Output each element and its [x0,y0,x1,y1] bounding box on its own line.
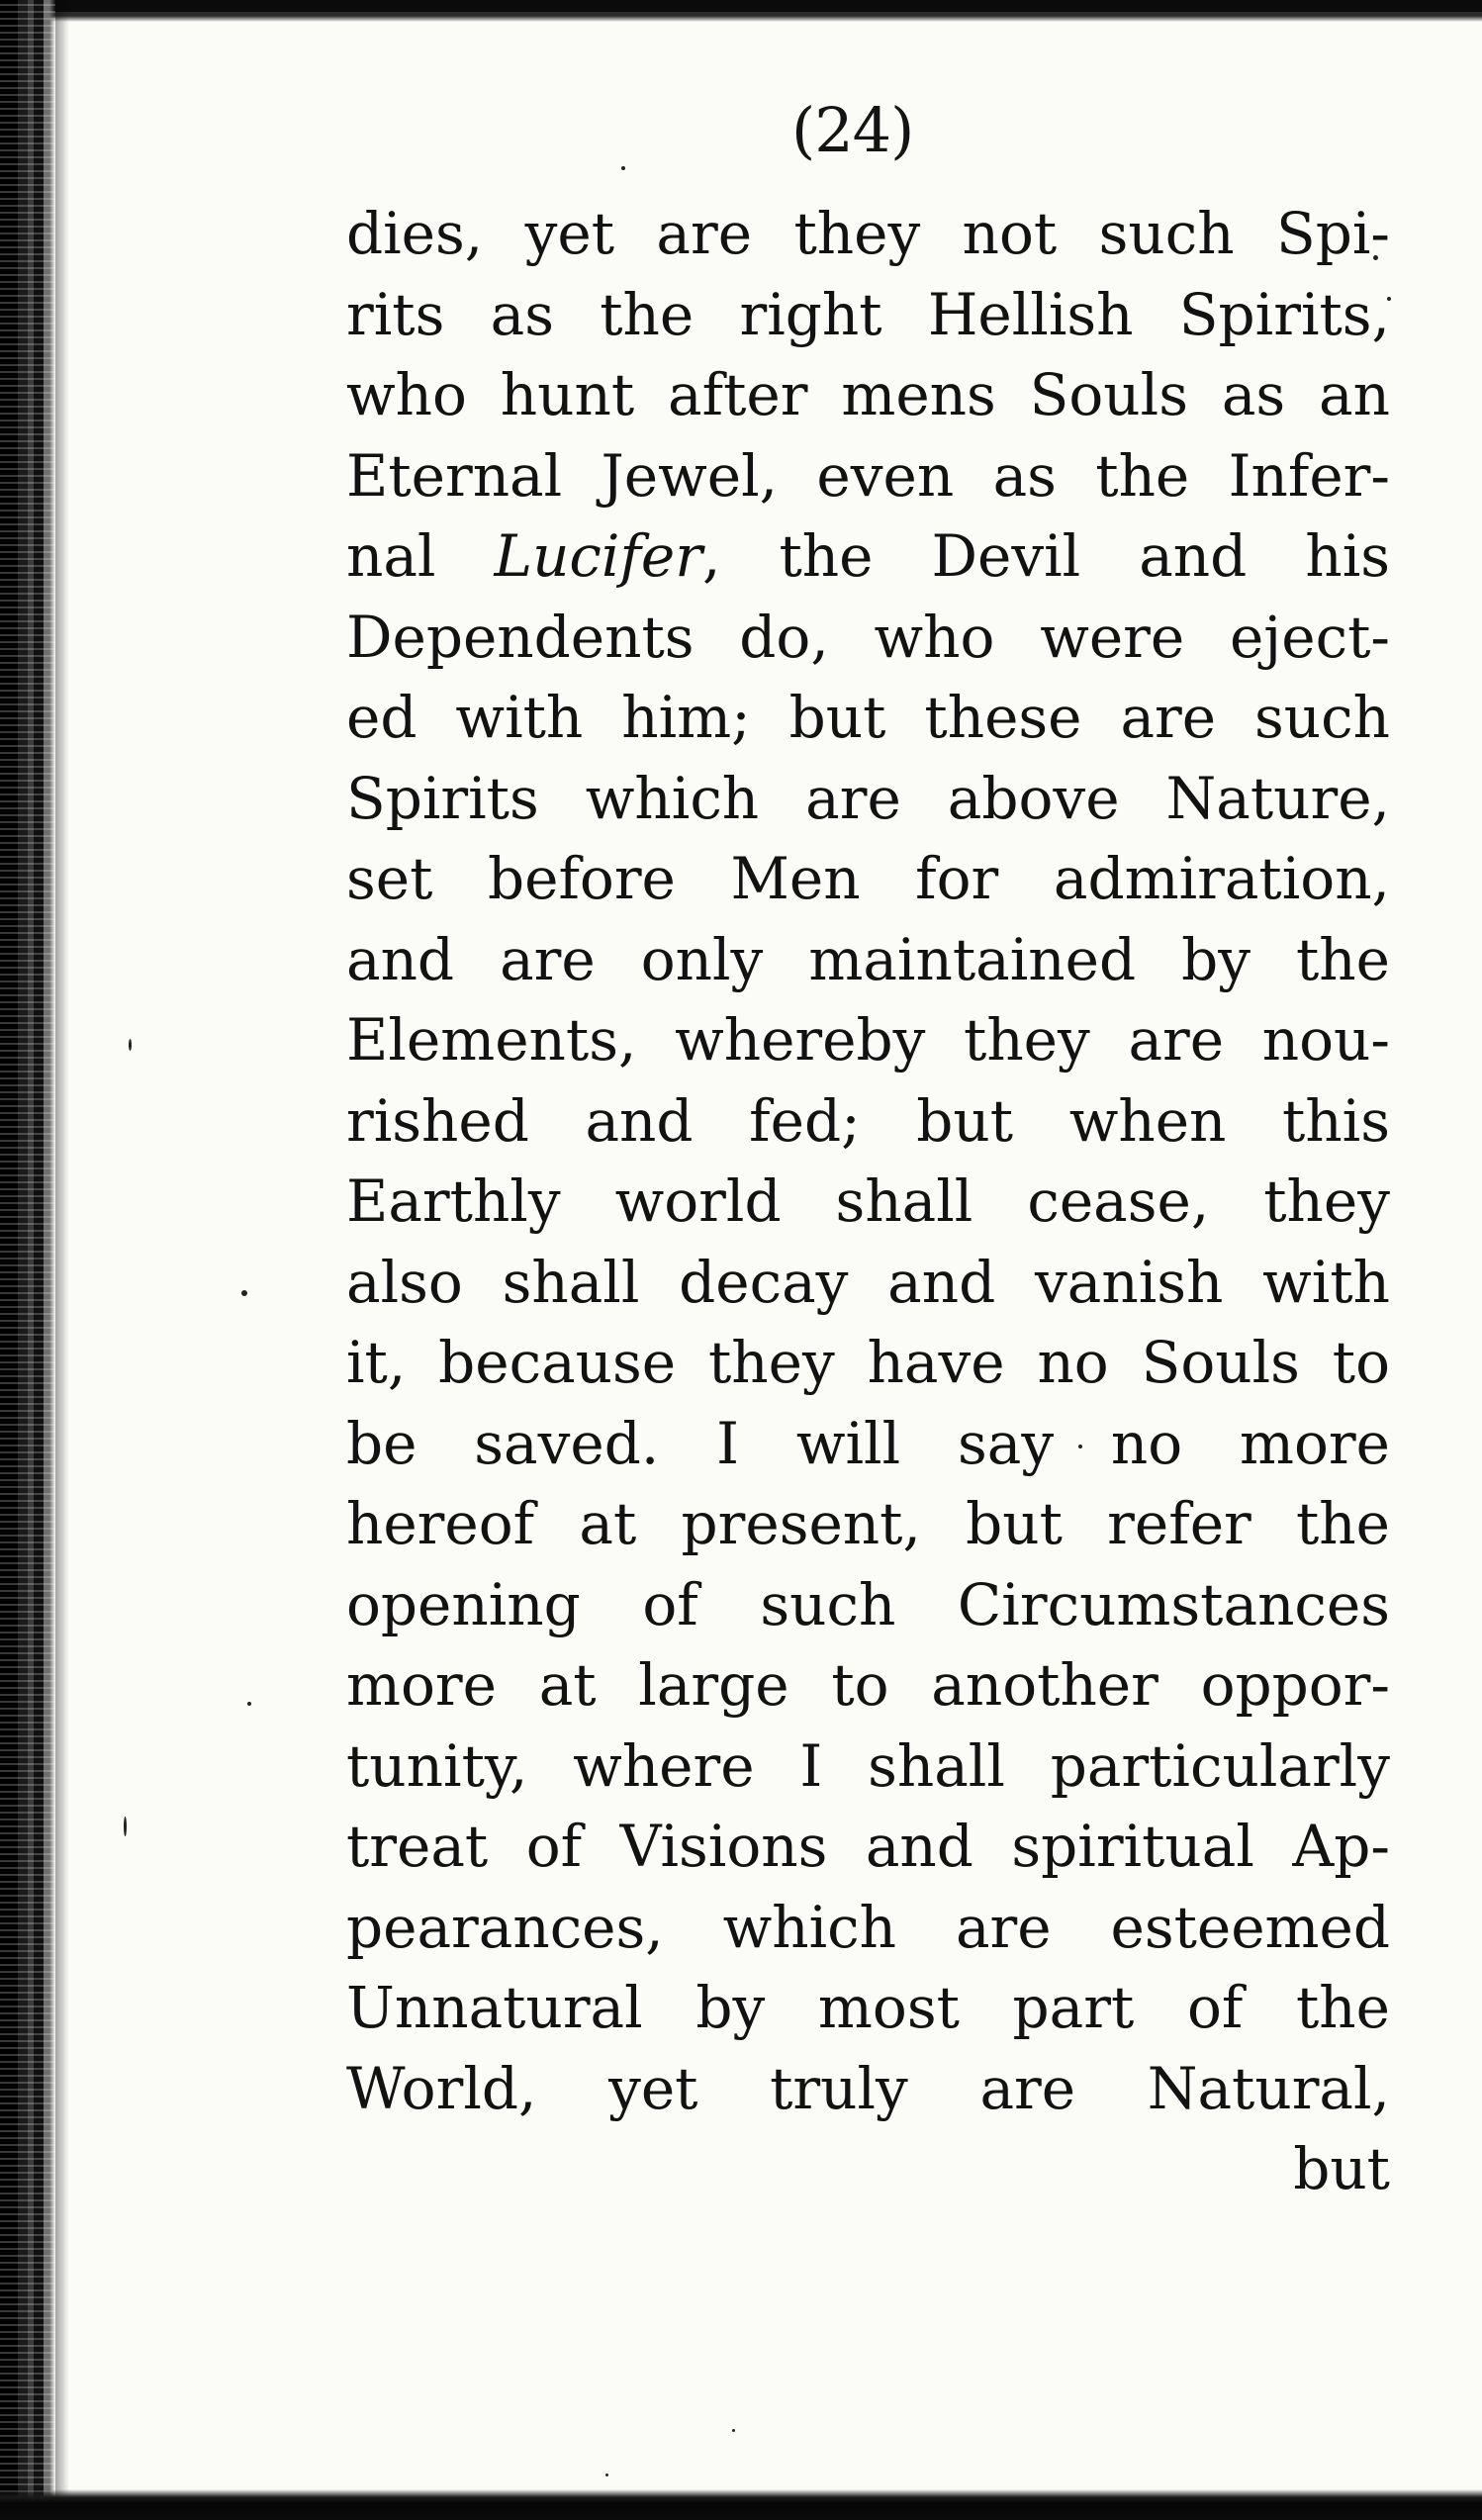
text-line: hereof at present, but refer the [346,1490,1390,1557]
ink-speck [247,1702,251,1706]
page-number: (24) [791,94,914,166]
text-line: and are only maintained by the [346,925,1390,993]
text-line: set before Men for admiration, [346,845,1390,912]
ink-speck [732,2429,735,2432]
text-line: Dependents do, who were eject- [346,603,1390,671]
text-line: Elements, whereby they are nou- [346,1006,1390,1073]
text-line: Unnatural by most part of the [346,1974,1390,2041]
text-line: more at large to another oppor- [346,1651,1390,1719]
text-line: opening of such Circumstances [346,1570,1390,1638]
text-line: be saved. I will say no more [346,1409,1390,1477]
ink-speck [124,1817,127,1836]
binding-shadow [55,0,69,2520]
text-line: rished and fed; but when this [346,1086,1390,1155]
text-line: who hunt after mens Souls as an [346,361,1390,428]
book-binding-edge [0,0,55,2520]
italic-name: Lucifer [494,522,702,590]
text-line: rits as the right Hellish Spirits, [346,280,1390,348]
ink-speck [129,1039,132,1051]
text-line: Earthly world shall cease, they [346,1167,1390,1235]
catchword: but [1293,2135,1390,2202]
text-line: World, yet truly are Natural, [346,2054,1390,2122]
text-line: treat of Visions and spiritual Ap- [346,1813,1390,1880]
text-line: nal Lucifer, the Devil and his [346,522,1390,590]
text-line: it, because they have no Souls to [346,1329,1390,1396]
text-line: tunity, where I shall particularly [346,1731,1390,1800]
text-line: also shall decay and vanish with [346,1248,1390,1316]
text-line: pearances, which are esteemed [346,1893,1390,1961]
text-line: Eternal Jewel, even as the Infer- [346,441,1390,510]
ink-speck [621,166,625,170]
top-page-edge [0,0,1482,22]
ink-speck [605,2473,608,2476]
bottom-page-edge [0,2489,1482,2520]
text-line: dies, yet are they not such Spi- [346,200,1390,267]
text-line: ed with him; but these are such [346,684,1390,751]
text-line: Spirits which are above Nature, [346,764,1390,832]
body-text [346,194,1390,2210]
ink-speck [241,1290,247,1296]
